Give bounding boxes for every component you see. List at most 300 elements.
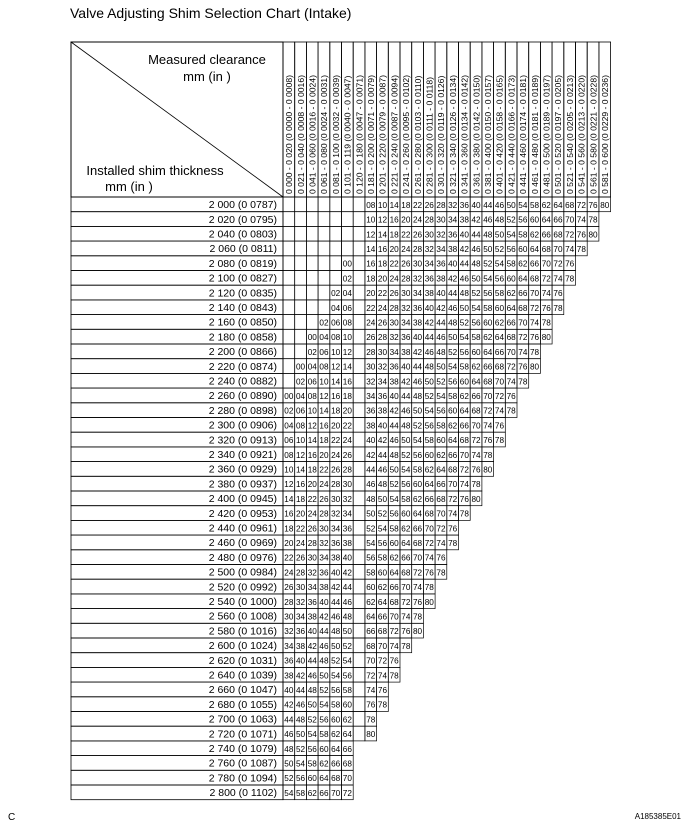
shim-number: 56 xyxy=(366,553,376,563)
shim-number: 42 xyxy=(307,641,317,651)
shim-number: 50 xyxy=(319,671,329,681)
shim-number: 52 xyxy=(331,656,341,666)
grid-cell xyxy=(353,300,365,315)
shim-number: 20 xyxy=(307,480,317,490)
shim-number: 32 xyxy=(366,377,376,387)
shim-number: 28 xyxy=(401,274,411,284)
grid-cell xyxy=(283,241,295,256)
shim-number: 58 xyxy=(459,362,469,372)
shim-number: 64 xyxy=(366,612,376,622)
shim-number: 52 xyxy=(401,450,411,460)
shim-number: 80 xyxy=(529,362,540,372)
shim-number: 24 xyxy=(412,215,423,225)
shim-number: 56 xyxy=(342,671,352,681)
shim-number: 38 xyxy=(295,641,306,651)
shim-number: 62 xyxy=(518,259,528,269)
shim-number: 36 xyxy=(389,362,399,372)
shim-number: 72 xyxy=(529,303,540,313)
shim-row-label: 2 040 (0 0803) xyxy=(208,228,277,241)
shim-number: 80 xyxy=(541,333,551,343)
shim-number: 16 xyxy=(342,377,352,387)
shim-number: 54 xyxy=(331,671,341,681)
grid-cell xyxy=(318,285,330,300)
shim-number: 26 xyxy=(284,583,294,593)
shim-number: 78 xyxy=(366,715,376,725)
grid-cell xyxy=(295,212,307,227)
shim-number: 34 xyxy=(366,392,376,401)
shim-number: 34 xyxy=(436,245,446,254)
shim-number: 00 xyxy=(342,259,352,269)
grid-cell xyxy=(353,432,365,447)
shim-number: 66 xyxy=(366,627,376,637)
shim-number: 00 xyxy=(284,392,294,401)
clearance-header-label: 0 521 - 0 540 (0 0205 - 0 0213) xyxy=(564,75,575,194)
clearance-header-label: 0 421 - 0 440 (0 0166 - 0 0173) xyxy=(506,75,517,194)
shim-number: 80 xyxy=(471,494,481,504)
shim-number: 74 xyxy=(541,289,551,299)
shim-number: 24 xyxy=(331,450,341,460)
shim-number: 50 xyxy=(401,436,411,446)
shim-number: 44 xyxy=(424,333,434,343)
shim-number: 46 xyxy=(412,377,423,387)
shim-number: 26 xyxy=(307,524,317,534)
grid-cell xyxy=(353,373,365,388)
shim-number: 70 xyxy=(401,583,411,593)
shim-number: 36 xyxy=(448,230,458,240)
shim-number: 56 xyxy=(377,539,388,548)
shim-number: 18 xyxy=(377,259,388,269)
shim-number: 62 xyxy=(366,597,376,607)
shim-row-label: 2 480 (0 0976) xyxy=(208,551,277,564)
shim-number: 50 xyxy=(284,759,294,769)
shim-number: 24 xyxy=(342,436,352,446)
grid-cell xyxy=(306,271,318,286)
shim-row-label: 2 220 (0 0874) xyxy=(208,360,277,373)
shim-number: 60 xyxy=(436,436,446,446)
shim-number: 20 xyxy=(342,406,352,416)
shim-number: 70 xyxy=(483,392,493,401)
shim-number: 14 xyxy=(342,362,352,372)
shim-number: 60 xyxy=(307,774,317,784)
shim-number: 60 xyxy=(412,480,423,490)
grid-cell xyxy=(306,212,318,227)
shim-number: 44 xyxy=(401,392,411,401)
shim-number: 32 xyxy=(342,494,352,504)
shim-number: 42 xyxy=(319,612,329,622)
shim-number: 42 xyxy=(401,377,411,387)
shim-number: 22 xyxy=(295,524,306,534)
grid-cell xyxy=(353,418,365,433)
grid-cell xyxy=(353,388,365,403)
shim-number: 28 xyxy=(389,303,399,313)
shim-number: 12 xyxy=(307,421,317,431)
shim-number: 32 xyxy=(319,539,329,548)
shim-number: 20 xyxy=(284,539,294,548)
shim-number: 76 xyxy=(588,200,598,210)
shim-number: 18 xyxy=(307,465,317,475)
shim-number: 22 xyxy=(319,465,329,475)
shim-number: 58 xyxy=(366,568,376,578)
shim-number: 66 xyxy=(331,759,341,769)
shim-number: 72 xyxy=(565,230,575,240)
shim-number: 60 xyxy=(424,450,434,460)
grid-cell xyxy=(353,667,365,682)
shim-number: 68 xyxy=(377,627,388,637)
grid-cell xyxy=(318,271,330,286)
shim-number: 40 xyxy=(412,333,423,343)
shim-number: 02 xyxy=(342,274,352,284)
shim-number: 68 xyxy=(541,245,551,254)
shim-number: 42 xyxy=(459,245,469,254)
shim-number: 78 xyxy=(389,671,399,681)
shim-number: 66 xyxy=(553,215,563,225)
clearance-header-label: 0 181 - 0 200 (0 0071 - 0 0079) xyxy=(365,75,376,194)
shim-number: 06 xyxy=(295,406,306,416)
shim-number: 68 xyxy=(436,494,446,504)
shim-number: 46 xyxy=(307,671,317,681)
shim-number: 44 xyxy=(366,465,376,475)
shim-number: 26 xyxy=(342,450,352,460)
grid-cell xyxy=(342,212,354,227)
grid-cell xyxy=(353,609,365,624)
shim-number: 76 xyxy=(377,686,388,695)
clearance-header-label: 0 321 - 0 340 (0 0126 - 0 0134) xyxy=(447,75,458,194)
shim-number: 72 xyxy=(366,671,376,681)
shim-number: 74 xyxy=(389,641,399,651)
shim-number: 24 xyxy=(366,318,376,328)
shim-number: 28 xyxy=(424,215,434,225)
shim-row-label: 2 120 (0 0835) xyxy=(208,287,277,300)
grid-cell xyxy=(353,520,365,535)
grid-cell xyxy=(353,197,365,212)
grid-cell xyxy=(353,535,365,550)
shim-number: 58 xyxy=(307,759,317,769)
shim-row-label: 2 200 (0 0866) xyxy=(208,346,277,359)
shim-number: 48 xyxy=(436,347,446,357)
shim-number: 76 xyxy=(412,597,423,607)
grid-cell xyxy=(353,506,365,521)
shim-number: 40 xyxy=(459,230,469,240)
shim-number: 60 xyxy=(366,583,376,593)
shim-number: 22 xyxy=(284,553,294,563)
grid-cell xyxy=(318,256,330,271)
shim-number: 72 xyxy=(401,597,411,607)
shim-number: 26 xyxy=(377,318,388,328)
shim-number: 52 xyxy=(436,377,446,387)
shim-row-label: 2 760 (0 1087) xyxy=(208,757,277,770)
shim-number: 40 xyxy=(284,686,294,695)
shim-number: 48 xyxy=(319,656,329,666)
shim-number: 58 xyxy=(424,436,434,446)
shim-row-label: 2 020 (0 0795) xyxy=(208,213,277,226)
grid-cell xyxy=(353,315,365,330)
shim-number: 64 xyxy=(412,509,423,519)
grid-cell xyxy=(295,315,307,330)
shim-number: 28 xyxy=(436,200,446,210)
grid-cell xyxy=(342,226,354,241)
shim-number: 58 xyxy=(389,524,399,534)
shim-number: 20 xyxy=(389,245,399,254)
shim-number: 62 xyxy=(494,318,505,328)
grid-cell xyxy=(353,344,365,359)
grid-cell xyxy=(330,197,342,212)
shim-number: 74 xyxy=(366,686,376,695)
shim-number: 46 xyxy=(424,347,434,357)
shim-number: 04 xyxy=(307,362,317,372)
shim-number: 78 xyxy=(529,347,540,357)
shim-number: 68 xyxy=(518,303,528,313)
grid-cell xyxy=(353,653,365,668)
shim-number: 52 xyxy=(448,347,458,357)
shim-number: 54 xyxy=(471,303,481,313)
clearance-header-label: 0 541 - 0 560 (0 0213 - 0 0220) xyxy=(576,75,587,194)
clearance-header-label: 0 581 - 0 600 (0 0229 - 0 0236) xyxy=(599,75,610,194)
shim-number: 76 xyxy=(529,333,540,343)
shim-number: 32 xyxy=(331,509,341,519)
installed-shim-label: Installed shim thickness xyxy=(86,163,224,178)
shim-number: 34 xyxy=(401,318,411,328)
shim-number: 18 xyxy=(295,494,306,504)
grid-cell xyxy=(342,241,354,256)
shim-number: 52 xyxy=(494,245,505,254)
shim-number: 50 xyxy=(307,700,317,710)
shim-number: 68 xyxy=(424,509,434,519)
shim-number: 28 xyxy=(412,245,423,254)
shim-number: 46 xyxy=(342,597,352,607)
shim-number: 80 xyxy=(424,597,434,607)
shim-number: 64 xyxy=(494,333,505,343)
grid-cell xyxy=(353,712,365,727)
shim-number: 76 xyxy=(494,421,505,431)
shim-number: 48 xyxy=(401,421,411,431)
shim-number: 44 xyxy=(295,686,306,695)
grid-cell xyxy=(295,300,307,315)
clearance-header-label: 0 301 - 0 320 (0 0119 - 0 0126) xyxy=(436,75,447,194)
shim-number: 40 xyxy=(366,436,376,446)
shim-number: 66 xyxy=(459,421,469,431)
shim-number: 32 xyxy=(389,333,399,343)
clearance-header-label: 0 261 - 0 280 (0 0103 - 0 0110) xyxy=(412,75,423,194)
shim-number: 30 xyxy=(424,230,434,240)
shim-number: 56 xyxy=(319,715,329,725)
shim-number: 54 xyxy=(342,656,352,666)
shim-number: 78 xyxy=(565,274,575,284)
shim-number: 52 xyxy=(307,715,317,725)
clearance-header-label: 0 021 - 0 040 (0 0008 - 0 0016) xyxy=(295,75,306,194)
shim-number: 28 xyxy=(319,509,329,519)
shim-number: 38 xyxy=(377,406,388,416)
grid-cell xyxy=(353,212,365,227)
shim-row-label: 2 620 (0 1031) xyxy=(208,654,277,667)
shim-number: 38 xyxy=(401,347,411,357)
shim-number: 72 xyxy=(342,788,352,798)
shim-number: 42 xyxy=(331,583,341,593)
clearance-header-label: 0 281 - 0 300 (0 0111 - 0 0118) xyxy=(424,76,435,194)
shim-number: 50 xyxy=(424,377,434,387)
shim-number: 78 xyxy=(541,318,551,328)
grid-cell xyxy=(353,285,365,300)
shim-number: 52 xyxy=(389,480,399,490)
shim-number: 36 xyxy=(412,303,423,313)
shim-number: 06 xyxy=(284,436,294,446)
shim-row-label: 2 400 (0 0945) xyxy=(208,493,277,506)
shim-number: 76 xyxy=(541,303,551,313)
grid-cell xyxy=(283,373,295,388)
shim-number: 58 xyxy=(319,730,329,740)
shim-number: 18 xyxy=(319,436,329,446)
shim-number: 40 xyxy=(448,259,458,269)
shim-number: 36 xyxy=(377,392,388,401)
shim-number: 68 xyxy=(448,465,458,475)
shim-number: 14 xyxy=(295,465,306,475)
shim-number: 28 xyxy=(366,347,376,357)
shim-number: 00 xyxy=(307,333,317,343)
shim-number: 72 xyxy=(553,259,563,269)
shim-number: 54 xyxy=(459,333,469,343)
shim-number: 60 xyxy=(331,715,341,725)
shim-number: 44 xyxy=(471,230,481,240)
grid-cell xyxy=(353,241,365,256)
shim-number: 46 xyxy=(319,641,329,651)
shim-number: 34 xyxy=(448,215,458,225)
shim-number: 42 xyxy=(342,568,352,578)
shim-number: 68 xyxy=(529,274,540,284)
shim-number: 64 xyxy=(529,245,540,254)
shim-number: 66 xyxy=(518,289,528,299)
shim-number: 58 xyxy=(401,494,411,504)
shim-number: 38 xyxy=(319,583,329,593)
shim-number: 78 xyxy=(436,568,446,578)
shim-number: 38 xyxy=(448,245,458,254)
grid-cell xyxy=(353,638,365,653)
clearance-header-label: 0 461 - 0 480 (0 0181 - 0 0189) xyxy=(529,75,540,194)
clearance-header-label: 0 000 - 0 020 (0 0000 - 0 0008) xyxy=(284,75,295,194)
shim-number: 24 xyxy=(319,480,329,490)
shim-number: 12 xyxy=(342,347,352,357)
shim-number: 62 xyxy=(506,289,516,299)
shim-number: 80 xyxy=(483,465,493,475)
shim-number: 30 xyxy=(284,612,294,622)
shim-number: 28 xyxy=(331,480,341,490)
shim-number: 76 xyxy=(553,289,563,299)
shim-number: 80 xyxy=(412,627,423,637)
shim-number: 70 xyxy=(529,289,540,299)
shim-number: 30 xyxy=(389,318,399,328)
shim-number: 70 xyxy=(366,656,376,666)
shim-number: 66 xyxy=(424,494,434,504)
shim-number: 72 xyxy=(483,406,493,416)
shim-number: 22 xyxy=(307,494,317,504)
grid-cell xyxy=(353,550,365,565)
shim-row-label: 2 680 (0 1055) xyxy=(208,698,277,711)
shim-number: 40 xyxy=(389,392,399,401)
shim-number: 56 xyxy=(389,509,399,519)
shim-number: 56 xyxy=(471,318,481,328)
shim-row-label: 2 000 (0 0787) xyxy=(208,199,277,212)
shim-number: 02 xyxy=(307,347,317,357)
shim-number: 10 xyxy=(307,406,317,416)
shim-number: 38 xyxy=(284,671,294,681)
shim-number: 52 xyxy=(412,421,423,431)
grid-cell xyxy=(318,241,330,256)
shim-number: 08 xyxy=(284,450,294,460)
grid-cell xyxy=(283,226,295,241)
grid-cell xyxy=(353,329,365,344)
shim-number: 38 xyxy=(366,421,376,431)
clearance-header-label: 0 401 - 0 420 (0 0158 - 0 0165) xyxy=(494,75,505,194)
shim-number: 70 xyxy=(494,377,505,387)
grid-cell xyxy=(353,491,365,506)
shim-number: 02 xyxy=(295,377,306,387)
shim-number: 72 xyxy=(459,465,469,475)
shim-number: 70 xyxy=(424,524,434,534)
shim-row-label: 2 380 (0 0937) xyxy=(208,478,277,491)
shim-number: 60 xyxy=(448,406,458,416)
shim-number: 50 xyxy=(377,494,388,504)
shim-row-label: 2 700 (0 1063) xyxy=(208,713,277,726)
shim-number: 52 xyxy=(483,259,493,269)
grid-cell xyxy=(318,226,330,241)
shim-number: 52 xyxy=(366,524,376,534)
shim-number: 54 xyxy=(295,759,306,769)
shim-number: 48 xyxy=(459,289,469,299)
shim-number: 56 xyxy=(331,686,341,695)
shim-number: 64 xyxy=(506,303,516,313)
clearance-header-label: 0 561 - 0 580 (0 0221 - 0 0228) xyxy=(588,75,599,194)
shim-number: 30 xyxy=(401,289,411,299)
shim-number: 66 xyxy=(412,524,423,534)
shim-number: 36 xyxy=(436,259,446,269)
shim-number: 28 xyxy=(295,568,306,578)
shim-number: 70 xyxy=(389,612,399,622)
shim-number: 64 xyxy=(448,436,458,446)
shim-number: 58 xyxy=(377,553,388,563)
clearance-header-label: 0 441 - 0 460 (0 0174 - 0 0181) xyxy=(518,75,529,194)
shim-number: 02 xyxy=(331,289,341,299)
shim-number: 38 xyxy=(331,553,341,563)
shim-number: 74 xyxy=(436,539,446,548)
shim-number: 42 xyxy=(412,347,423,357)
shim-number: 34 xyxy=(331,524,341,534)
shim-number: 36 xyxy=(424,274,434,284)
shim-number: 74 xyxy=(471,450,481,460)
shim-number: 70 xyxy=(459,450,469,460)
shim-number: 50 xyxy=(331,641,341,651)
shim-number: 60 xyxy=(459,377,469,387)
shim-number: 60 xyxy=(389,539,399,548)
shim-number: 18 xyxy=(284,524,294,534)
shim-number: 66 xyxy=(541,230,551,240)
shim-number: 46 xyxy=(471,245,481,254)
shim-number: 70 xyxy=(412,553,423,563)
shim-number: 62 xyxy=(389,553,399,563)
grid-cell xyxy=(283,212,295,227)
shim-number: 38 xyxy=(307,612,317,622)
shim-number: 72 xyxy=(412,568,423,578)
shim-number: 16 xyxy=(295,480,306,490)
shim-number: 48 xyxy=(448,318,458,328)
shim-number: 52 xyxy=(506,215,516,225)
shim-row-label: 2 060 (0 0811) xyxy=(209,243,277,256)
shim-number: 62 xyxy=(307,788,317,798)
shim-number: 42 xyxy=(284,700,294,710)
grid-cell xyxy=(295,271,307,286)
shim-number: 16 xyxy=(389,215,399,225)
shim-selection-chart xyxy=(71,42,611,800)
shim-number: 24 xyxy=(307,509,317,519)
shim-number: 08 xyxy=(307,392,317,401)
shim-number: 22 xyxy=(389,259,399,269)
